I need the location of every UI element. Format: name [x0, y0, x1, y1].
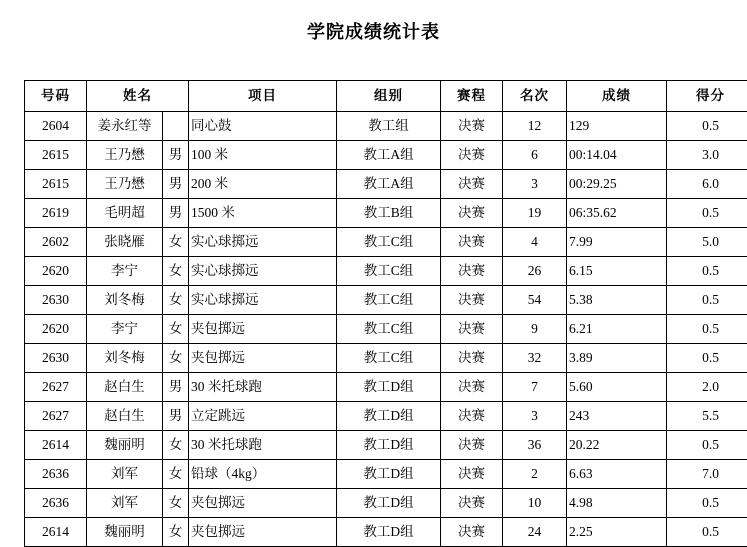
cell-rank: 6 — [503, 141, 567, 170]
cell-rank: 26 — [503, 257, 567, 286]
cell-round: 决赛 — [441, 315, 503, 344]
cell-round: 决赛 — [441, 460, 503, 489]
cell-round: 决赛 — [441, 344, 503, 373]
table-body — [25, 112, 747, 547]
cell-group: 教工D组 — [337, 431, 441, 460]
cell-event: 夹包掷远 — [189, 344, 337, 373]
table-row — [25, 286, 747, 315]
cell-name: 李宁 — [87, 315, 163, 344]
cell-sex: 女 — [163, 460, 189, 489]
cell-round: 决赛 — [441, 518, 503, 547]
cell-points: 0.5 — [667, 199, 747, 228]
grades-table — [24, 80, 747, 547]
column-header-number: 号码 — [25, 81, 87, 112]
cell-score: 6.21 — [567, 315, 667, 344]
cell-name: 李宁 — [87, 257, 163, 286]
cell-event: 实心球掷远 — [189, 228, 337, 257]
cell-rank: 36 — [503, 431, 567, 460]
cell-sex — [163, 112, 189, 141]
cell-rank: 24 — [503, 518, 567, 547]
grades-table-container — [24, 80, 724, 547]
cell-rank: 4 — [503, 228, 567, 257]
cell-group: 教工A组 — [337, 170, 441, 199]
cell-score: 243 — [567, 402, 667, 431]
table-row — [25, 199, 747, 228]
cell-score: 06:35.62 — [567, 199, 667, 228]
cell-sex: 女 — [163, 286, 189, 315]
cell-sex: 女 — [163, 315, 189, 344]
cell-rank: 3 — [503, 170, 567, 199]
cell-number: 2615 — [25, 141, 87, 170]
cell-rank: 12 — [503, 112, 567, 141]
cell-sex: 女 — [163, 257, 189, 286]
cell-sex: 男 — [163, 199, 189, 228]
table-row — [25, 402, 747, 431]
cell-name: 刘军 — [87, 460, 163, 489]
cell-group: 教工D组 — [337, 460, 441, 489]
cell-number: 2627 — [25, 402, 87, 431]
cell-name: 刘军 — [87, 489, 163, 518]
cell-event: 夹包掷远 — [189, 315, 337, 344]
cell-score: 6.15 — [567, 257, 667, 286]
cell-name: 魏丽明 — [87, 431, 163, 460]
cell-group: 教工组 — [337, 112, 441, 141]
cell-rank: 9 — [503, 315, 567, 344]
cell-score: 129 — [567, 112, 667, 141]
cell-round: 决赛 — [441, 431, 503, 460]
cell-sex: 男 — [163, 373, 189, 402]
column-header-event: 项目 — [189, 81, 337, 112]
cell-event: 夹包掷远 — [189, 518, 337, 547]
cell-score: 3.89 — [567, 344, 667, 373]
table-row — [25, 460, 747, 489]
cell-round: 决赛 — [441, 257, 503, 286]
cell-group: 教工C组 — [337, 228, 441, 257]
cell-points: 2.0 — [667, 373, 747, 402]
cell-round: 决赛 — [441, 402, 503, 431]
cell-number: 2636 — [25, 489, 87, 518]
cell-name: 刘冬梅 — [87, 344, 163, 373]
cell-name: 王乃懋 — [87, 170, 163, 199]
cell-rank: 10 — [503, 489, 567, 518]
cell-score: 4.98 — [567, 489, 667, 518]
cell-event: 实心球掷远 — [189, 257, 337, 286]
table-row — [25, 344, 747, 373]
cell-event: 实心球掷远 — [189, 286, 337, 315]
cell-number: 2620 — [25, 315, 87, 344]
cell-group: 教工C组 — [337, 315, 441, 344]
cell-number: 2614 — [25, 431, 87, 460]
cell-event: 30 米托球跑 — [189, 373, 337, 402]
table-header — [25, 81, 747, 112]
cell-round: 决赛 — [441, 489, 503, 518]
cell-points: 0.5 — [667, 315, 747, 344]
cell-score: 00:14.04 — [567, 141, 667, 170]
column-header-rank: 名次 — [503, 81, 567, 112]
cell-round: 决赛 — [441, 228, 503, 257]
cell-name: 王乃懋 — [87, 141, 163, 170]
cell-sex: 男 — [163, 170, 189, 199]
table-header-row — [25, 81, 747, 112]
cell-round: 决赛 — [441, 141, 503, 170]
cell-rank: 32 — [503, 344, 567, 373]
cell-group: 教工D组 — [337, 402, 441, 431]
cell-event: 同心鼓 — [189, 112, 337, 141]
table-row — [25, 112, 747, 141]
table-row — [25, 489, 747, 518]
cell-rank: 54 — [503, 286, 567, 315]
cell-score: 00:29.25 — [567, 170, 667, 199]
cell-group: 教工C组 — [337, 257, 441, 286]
cell-number: 2627 — [25, 373, 87, 402]
cell-name: 刘冬梅 — [87, 286, 163, 315]
cell-points: 0.5 — [667, 344, 747, 373]
cell-points: 5.5 — [667, 402, 747, 431]
document-page — [0, 18, 747, 523]
cell-number: 2636 — [25, 460, 87, 489]
cell-round: 决赛 — [441, 199, 503, 228]
cell-number: 2604 — [25, 112, 87, 141]
cell-score: 7.99 — [567, 228, 667, 257]
cell-sex: 男 — [163, 141, 189, 170]
cell-number: 2630 — [25, 344, 87, 373]
cell-points: 0.5 — [667, 286, 747, 315]
table-row — [25, 518, 747, 547]
cell-points: 0.5 — [667, 518, 747, 547]
column-header-name: 姓名 — [87, 81, 189, 112]
cell-points: 5.0 — [667, 228, 747, 257]
cell-round: 决赛 — [441, 170, 503, 199]
column-header-group: 组别 — [337, 81, 441, 112]
cell-round: 决赛 — [441, 112, 503, 141]
cell-points: 0.5 — [667, 112, 747, 141]
page-title: 学院成绩统计表 — [0, 18, 747, 44]
table-row — [25, 315, 747, 344]
cell-points: 6.0 — [667, 170, 747, 199]
cell-group: 教工D组 — [337, 518, 441, 547]
cell-rank: 2 — [503, 460, 567, 489]
table-row — [25, 373, 747, 402]
cell-rank: 3 — [503, 402, 567, 431]
cell-group: 教工C组 — [337, 286, 441, 315]
cell-event: 100 米 — [189, 141, 337, 170]
cell-name: 姜永红等 — [87, 112, 163, 141]
cell-score: 2.25 — [567, 518, 667, 547]
cell-name: 赵白生 — [87, 402, 163, 431]
cell-sex: 女 — [163, 228, 189, 257]
cell-rank: 7 — [503, 373, 567, 402]
cell-points: 0.5 — [667, 489, 747, 518]
table-row — [25, 170, 747, 199]
cell-group: 教工B组 — [337, 199, 441, 228]
cell-event: 夹包掷远 — [189, 489, 337, 518]
cell-group: 教工C组 — [337, 344, 441, 373]
cell-score: 5.38 — [567, 286, 667, 315]
cell-number: 2619 — [25, 199, 87, 228]
cell-rank: 19 — [503, 199, 567, 228]
column-header-round: 赛程 — [441, 81, 503, 112]
column-header-points: 得分 — [667, 81, 747, 112]
cell-score: 20.22 — [567, 431, 667, 460]
cell-name: 张晓雁 — [87, 228, 163, 257]
cell-sex: 女 — [163, 344, 189, 373]
cell-sex: 女 — [163, 518, 189, 547]
cell-sex: 女 — [163, 431, 189, 460]
cell-round: 决赛 — [441, 373, 503, 402]
cell-event: 30 米托球跑 — [189, 431, 337, 460]
cell-score: 6.63 — [567, 460, 667, 489]
cell-name: 赵白生 — [87, 373, 163, 402]
cell-number: 2630 — [25, 286, 87, 315]
column-header-score: 成绩 — [567, 81, 667, 112]
cell-points: 3.0 — [667, 141, 747, 170]
cell-score: 5.60 — [567, 373, 667, 402]
cell-number: 2615 — [25, 170, 87, 199]
cell-group: 教工D组 — [337, 373, 441, 402]
cell-event: 200 米 — [189, 170, 337, 199]
cell-number: 2602 — [25, 228, 87, 257]
cell-event: 1500 米 — [189, 199, 337, 228]
cell-sex: 男 — [163, 402, 189, 431]
cell-points: 0.5 — [667, 257, 747, 286]
cell-group: 教工D组 — [337, 489, 441, 518]
cell-sex: 女 — [163, 489, 189, 518]
cell-number: 2614 — [25, 518, 87, 547]
table-row — [25, 257, 747, 286]
table-row — [25, 431, 747, 460]
cell-round: 决赛 — [441, 286, 503, 315]
cell-name: 毛明超 — [87, 199, 163, 228]
cell-name: 魏丽明 — [87, 518, 163, 547]
cell-points: 0.5 — [667, 431, 747, 460]
table-row — [25, 228, 747, 257]
cell-group: 教工A组 — [337, 141, 441, 170]
cell-number: 2620 — [25, 257, 87, 286]
table-row — [25, 141, 747, 170]
cell-points: 7.0 — [667, 460, 747, 489]
cell-event: 铅球（4kg） — [189, 460, 337, 489]
cell-event: 立定跳远 — [189, 402, 337, 431]
